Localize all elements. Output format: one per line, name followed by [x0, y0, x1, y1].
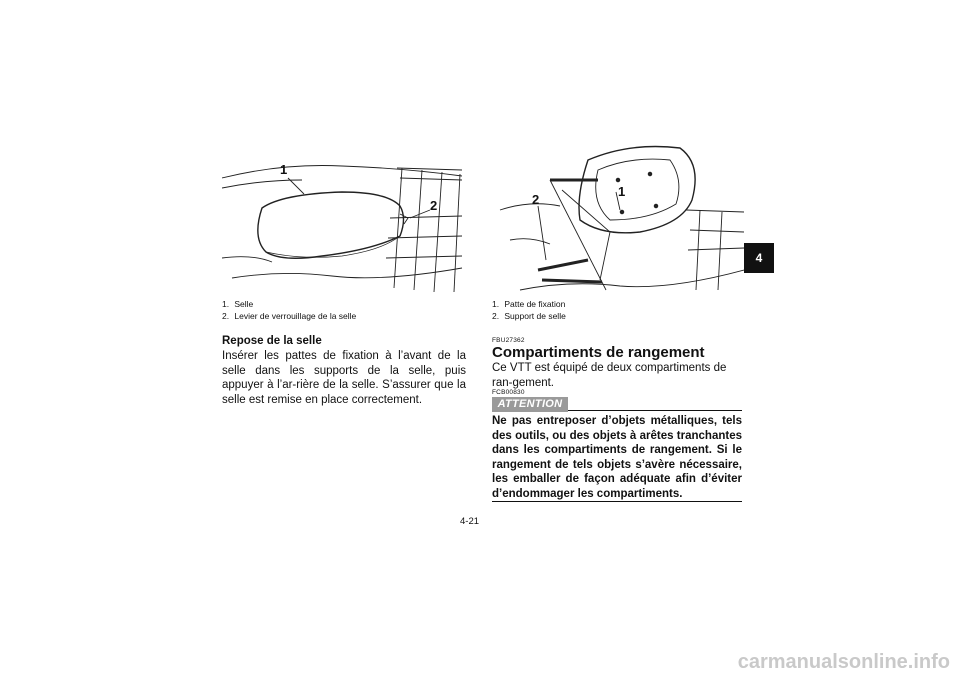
left-caption-1 — [222, 298, 253, 310]
caption-number: 2. — [222, 311, 230, 321]
left-body: Insérer les pattes de fixation à l’avant de la selle dans les supports de la selle, puis appuyer à l’ar-rière de la selle. S’assurer que la selle est remise en place correctement. — [222, 350, 466, 406]
caption-text: Selle — [234, 299, 254, 309]
seat-figure — [222, 158, 464, 294]
caption-number: 2. — [492, 311, 500, 321]
right-caption-1 — [492, 298, 565, 310]
caption-text: Patte de fixation — [504, 299, 566, 309]
caption-text: Support de selle — [504, 311, 566, 321]
callout-2: 2 — [430, 198, 438, 213]
seat-removed-figure — [490, 140, 744, 294]
caution-code: FCB00830 — [492, 389, 525, 396]
caption-text: Levier de verrouillage de la selle — [234, 311, 357, 321]
caution-rule-bottom — [492, 501, 742, 502]
right-caption-2 — [492, 310, 566, 322]
callout-1: 1 — [280, 162, 288, 177]
caution-label: ATTENTION — [492, 397, 568, 412]
left-caption-2 — [222, 310, 356, 322]
caution-text: Ne pas entreposer d’objets métalliques, tels des outils, ou des objets à arêtes tranchantes dans les compartiments de rangement. Si le rangement de tels objets s’avère nécessaire, les emballer de façon adéquate afin d’éviter d’endommager les compartiments. — [492, 415, 742, 500]
caption-number: 1. — [222, 299, 230, 309]
seat-support-illustration — [490, 140, 744, 294]
section-heading: Compartiments de rangement — [492, 344, 705, 361]
callout-1: 1 — [618, 184, 626, 199]
section-code: FBU27362 — [492, 337, 525, 344]
callout-2: 2 — [532, 192, 540, 207]
right-body: Ce VTT est équipé de deux compartiments de ran-gement. — [492, 362, 727, 389]
left-subheading: Repose de la selle — [222, 335, 322, 347]
watermark: carmanualsonline.info — [737, 651, 950, 673]
caution-rule-top — [568, 410, 742, 411]
page-number: 4-21 — [460, 516, 480, 527]
chapter-tab: 4 — [744, 243, 774, 273]
seat-illustration — [222, 158, 464, 294]
caption-number: 1. — [492, 299, 500, 309]
